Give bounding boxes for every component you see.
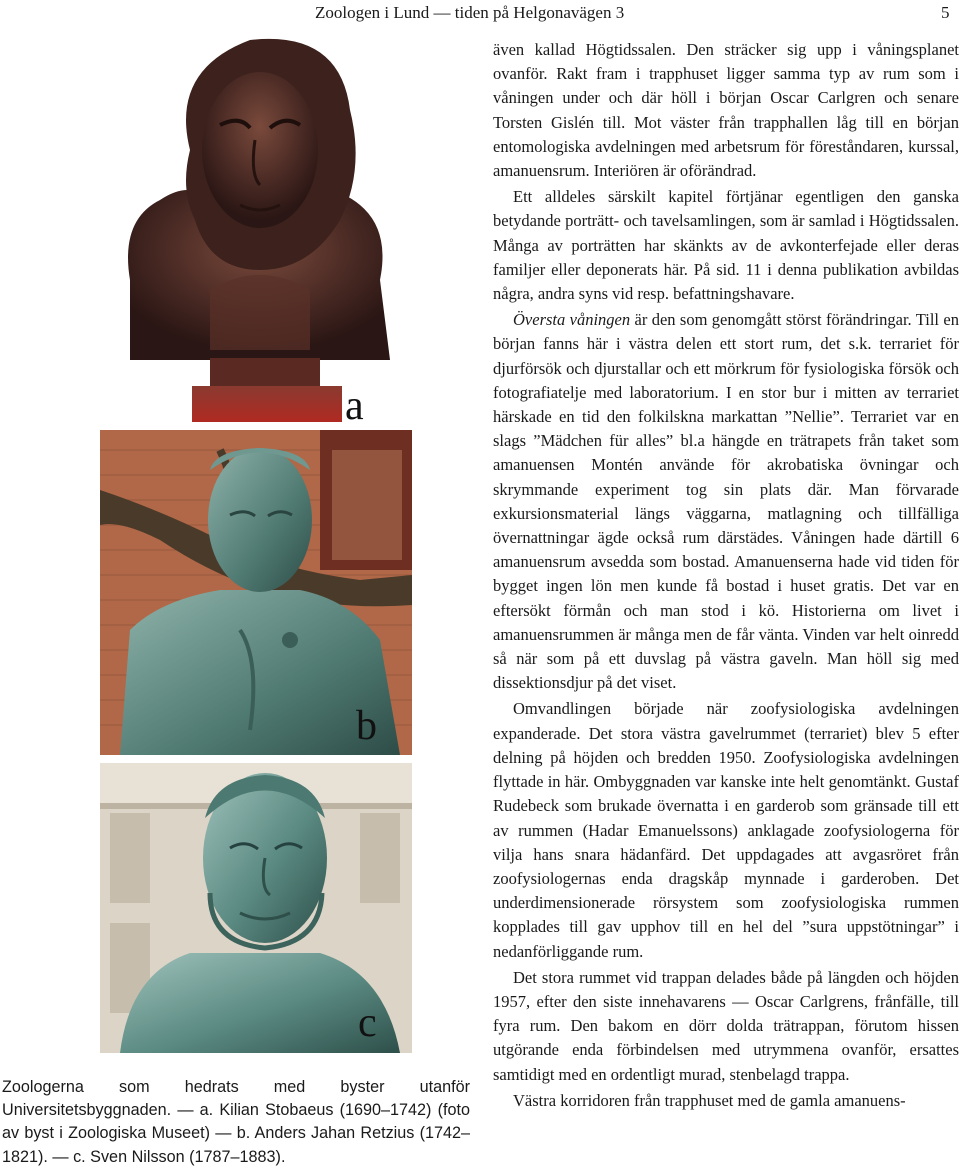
paragraph: även kallad Högtidssalen. Den sträcker sig upp i våningsplanet ovanför. Rakt fram i trapphuset ligger samma typ av rum som i våningen under och där höll i början Oscar Carlgren och senare Torsten Gislén till. Mot väster från trapphallen låg till en början entomologiska avdelningen med arbetsrum för föreståndaren, kurssal, amanuensrum. Interiören är oförändrad.	[493, 40, 959, 181]
figure-label-c: c	[358, 1000, 377, 1046]
paragraph: Ett alldeles särskilt kapitel förtjänar egentligen den ganska betydande porträtt- och tavelsamlingen, som är samlad i Högtidssalen. Många av porträtten har skänkts av de avkonterfejade eller deras familjer eller deponerats här. På sid. 11 i denna publikation avbildas några, andra syns vid resp. befattningshavare.	[493, 187, 959, 304]
page-number: 5	[941, 3, 950, 22]
running-title: Zoologen i Lund — tiden på Helgonavägen 3	[315, 3, 625, 22]
paragraph: Det stora rummet vid trappan delades både på längden och höjden 1957, efter den siste innehavarens — Oscar Carlgrens, frånfälle, till fyra rum. Den bakom en dörr dolda trätrappan, förutom hissen utgörande enda förbindelsen med utrymmena ovanför, ersattes samtidigt med en ordentligt murad, stenbelagd trappa.	[493, 967, 959, 1084]
figure-column	[0, 0, 480, 1166]
caption-text: Zoologerna som hedrats med byster utanför Universitetsbyggnaden. — a. Kilian Stobaeus (1690–1742) (foto av byst i Zoologiska Museet) — b. Anders Jahan Retzius (1742–1821). — c. Sven Nilsson (1787–1883).	[2, 1078, 470, 1166]
paragraph-text: är den som genomgått störst förändringar. Till en början fanns här i västra delen ett stort rum, det s.k. terrariet för djurförsök och djurstallar och ett mörkrum för fysiologiska försök och fotografiatelje med laboratorium. I en stor bur i mitten av terrariet härskade en tid den folkilskna markattan ”Nellie”. Terrariet var en slags ”Mädchen für alles” bl.a hängde en trätrapets från taket som amanuensen Montén använde för akrobatiska övningar och skrymmande experiment tog sin plats där. Man förvarade exkursionsmaterial längs väggarna, matlagning och tillfälliga övernattningar ägde också rum därstädes. Våningen hade därtill 6 amanuensrum avsedda som bostad. Amanuenserna hade vid tiden för bygget ingen lön men kunde få bostad i huset gratis. Det var en eftersökt förmån och man stod i kö. Historierna om livet i amanuensrummen är många men de får vänta. Vinden var helt oinredd så när som på ett duvslag på västra gaveln. Man höll sig med dissektionsdjur på det viset.	[493, 310, 959, 693]
figure-label-a: a	[345, 383, 364, 429]
section-heading-italic: Översta våningen	[513, 310, 631, 330]
figure-caption	[2, 1076, 470, 1169]
photo-bust-stobaeus	[100, 30, 412, 422]
paragraph	[493, 308, 959, 695]
paragraph: Västra korridoren från trapphuset med de gamla amanuens-	[513, 1090, 906, 1110]
figure-label-b: b	[356, 703, 377, 749]
paragraph: Omvandlingen började när zoofysiologiska avdelningen expanderade. Det stora västra gavelrummet (terrariet) blev 5 efter delning på höjden och bredden 1950. Zoofysiologiska avdelningen flyttade in här. Ombyggnaden var kanske inte helt genomtänkt. Gustaf Rudebeck som brukade övernatta i en garderob som gränsade till ett av rummen (Hadar Emanuelssons) anklagade zoofysiologerna för vilja hans snara hädanfärd. Det uppdagades att avgasröret från zoofysiologernas enda dragskåp mynnade i garderoben. Det underdimensionerade rörsystem som zoofysiologiska rummen kopplades till gav upphov till en hel del ”sura uppstötningar” i nedanförliggande rum.	[493, 699, 959, 961]
body-text	[493, 38, 959, 1113]
